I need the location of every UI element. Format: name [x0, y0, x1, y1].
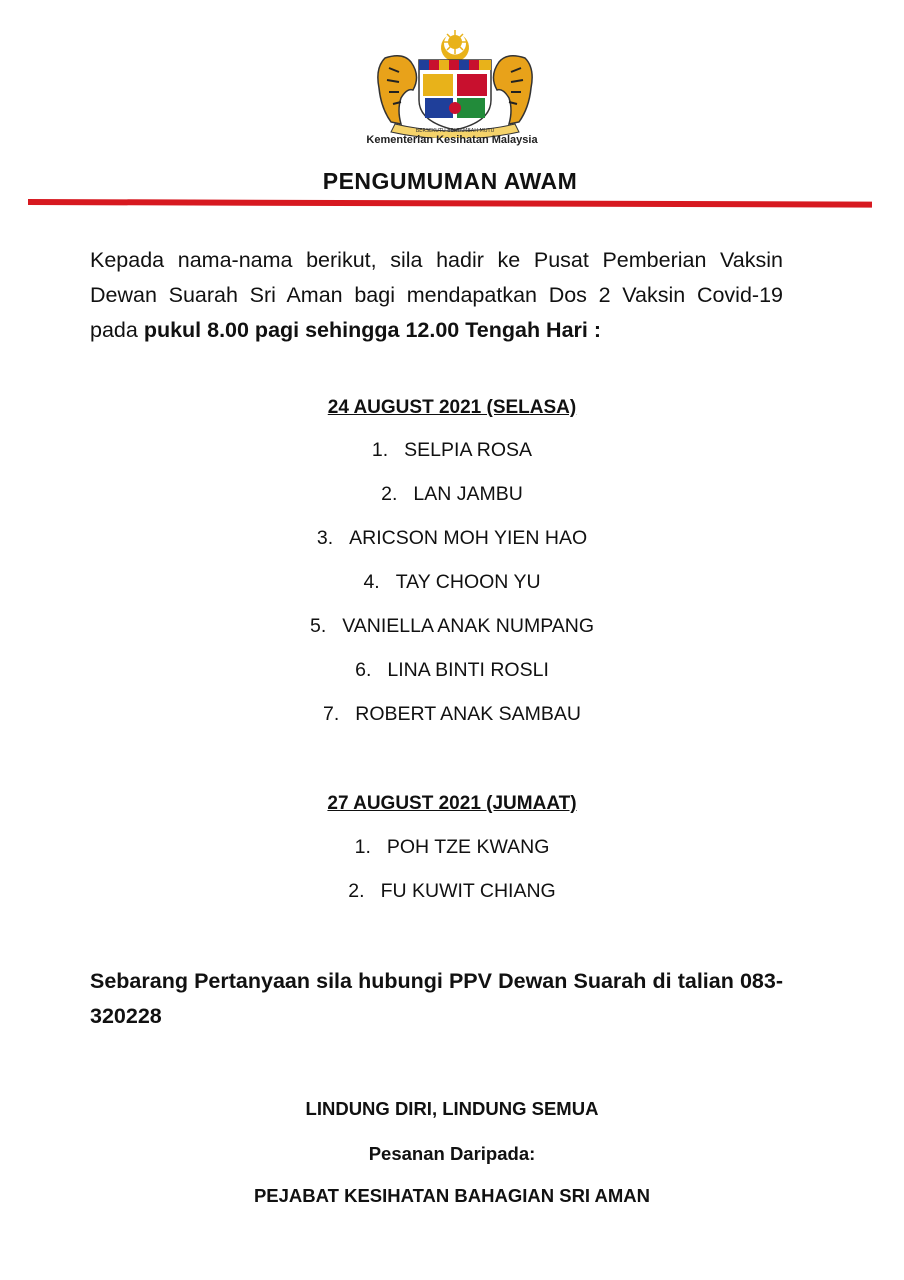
- svg-text:BERSEKUTU BERTAMBAH MUTU: BERSEKUTU BERTAMBAH MUTU: [415, 128, 495, 134]
- list-item: 2. FU KUWIT CHIANG: [348, 880, 556, 902]
- list-item: 1. SELPIA ROSA: [371, 439, 533, 461]
- list-item: 2. LAN JAMBU: [381, 483, 523, 505]
- list-item: 3. ARICSON MOH YIEN HAO: [316, 527, 588, 549]
- slogan: LINDUNG DIRI, LINDUNG SEMUA: [305, 1098, 599, 1119]
- list-item: 6. LINA BINTI ROSLI: [355, 659, 549, 681]
- name-list-1: [0, 428, 904, 736]
- red-divider: [28, 199, 872, 208]
- list-item: 1. POH TZE KWANG: [354, 836, 550, 858]
- intro-text: Kepada nama-nama berikut, sila hadir ke Pusat Pemberian Vaksin Dewan Suarah Sri Aman bagi mendapatkan Dos 2 Vaksin Covid-19 pada: [90, 248, 783, 342]
- schedule-date-1: 24 AUGUST 2021 (SELASA): [327, 397, 577, 418]
- schedule-date-2: 27 AUGUST 2021 (JUMAAT): [327, 793, 577, 814]
- name-list-2: [0, 825, 904, 913]
- ministry-name: Kementerian Kesihatan Malaysia: [366, 134, 538, 146]
- contact-info: Sebarang Pertanyaan sila hubungi PPV Dewan Suarah di talian 083-320228: [90, 969, 783, 1028]
- page-title: PENGUMUMAN AWAM: [322, 168, 578, 194]
- intro-time: pukul 8.00 pagi sehingga 12.00 Tengah Hari :: [143, 318, 602, 342]
- coat-of-arms-icon: [355, 28, 555, 138]
- list-item: 7. ROBERT ANAK SAMBAU: [322, 703, 582, 725]
- list-item: 5. VANIELLA ANAK NUMPANG: [309, 615, 595, 637]
- from-label: Pesanan Daripada:: [368, 1143, 536, 1164]
- office-name: PEJABAT KESIHATAN BAHAGIAN SRI AMAN: [253, 1185, 651, 1206]
- list-item: 4. TAY CHOON YU: [363, 571, 541, 593]
- intro-paragraph: [90, 243, 783, 348]
